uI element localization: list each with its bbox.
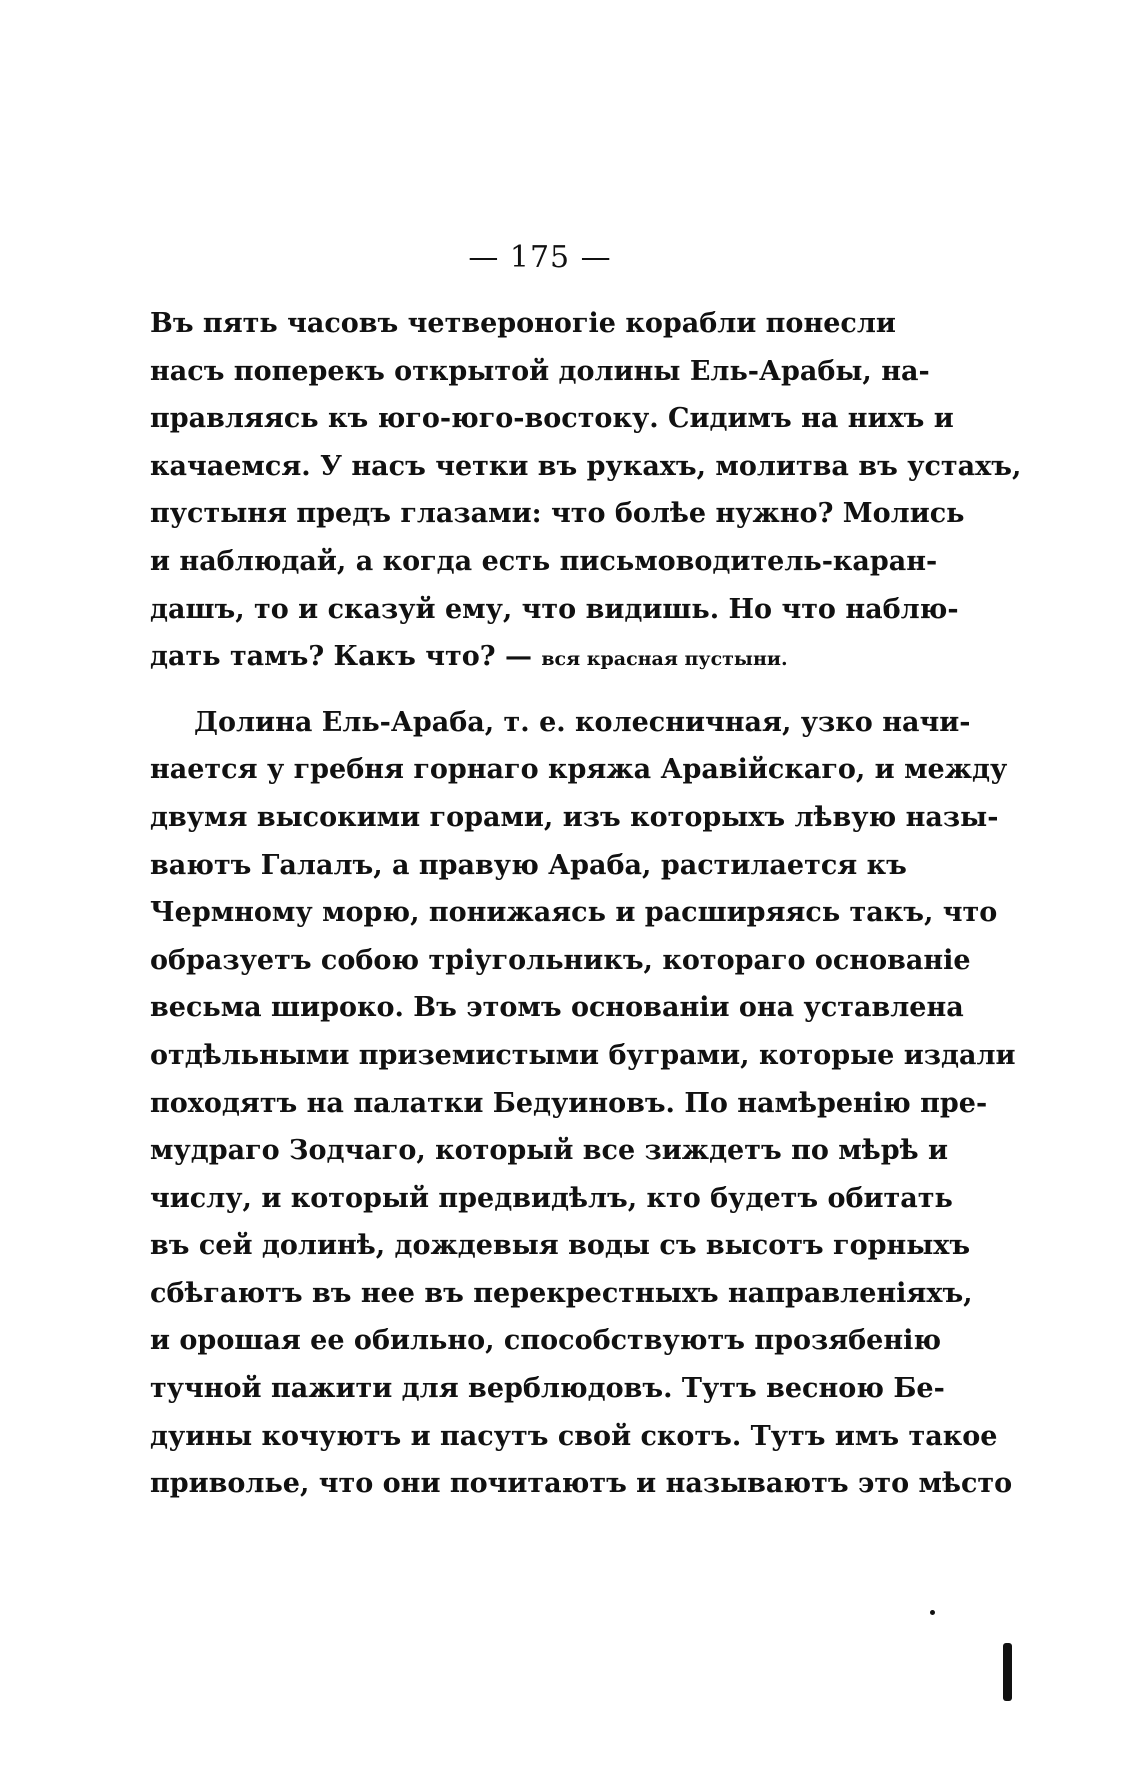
text-line: насъ поперекъ открытой долины Ель-Арабы, на- (150, 355, 930, 387)
text-line: пустыня предъ глазами: что болѣе нужно? Молись (150, 498, 965, 530)
text-line: походятъ на палатки Бедуиновъ. По намѣренію пре- (150, 1087, 988, 1119)
text-line: числу, и который предвидѣлъ, кто будетъ обитать (150, 1182, 953, 1214)
text-line: тучной пажити для верблюдовъ. Тутъ весною Бе- (150, 1373, 945, 1405)
text-line: въ сей долинѣ, дождевыя воды съ высотъ горныхъ (150, 1230, 971, 1262)
text-line: ваютъ Галалъ, а правую Араба, растилается къ (150, 849, 907, 881)
text-line: отдѣльными приземистыми буграми, которые издали (150, 1039, 1016, 1071)
text-line: мудраго Зодчаго, который все зиждетъ по мѣрѣ и (150, 1135, 948, 1167)
text-line: весьма широко. Въ этомъ основаніи она уставлена (150, 992, 964, 1024)
text-line: Въ пять часовъ четвероногіе корабли понесли (150, 308, 896, 339)
text-line: Чермному морю, понижаясь и расширяясь такъ, что (150, 897, 998, 929)
text-line: Долина Ель-Араба, т. е. колесничная, узко начи- (194, 706, 971, 738)
text-line: сбѣгаютъ въ нее въ перекрестныхъ направленіяхъ, (150, 1277, 973, 1309)
text-line: правляясь къ юго-юго-востоку. Сидимъ на нихъ и (150, 403, 954, 435)
text-line: приволье, что они почитаютъ и называютъ это мѣсто (150, 1468, 1013, 1500)
text-line: и орошая ее обильно, способствуютъ прозябенію (150, 1325, 942, 1357)
text-line: дашъ, то и сказуй ему, что видишь. Но что наблю- (150, 593, 959, 625)
text-line: дуины кочуютъ и пасутъ свой скотъ. Тутъ имъ такое (150, 1420, 998, 1452)
text-block (150, 300, 1022, 1508)
page-number: — 175 — (468, 240, 612, 275)
text-line (150, 633, 840, 681)
text-span: дать тамъ? Какъ что? — (150, 641, 542, 673)
paragraph-gap (150, 681, 840, 699)
small-text-span: вся красная пустыни. (541, 648, 788, 671)
text-line: и наблюдай, а когда есть письмоводитель-каран- (150, 545, 938, 577)
ink-dot-mark (930, 1610, 935, 1615)
text-line: нается у гребня горнаго кряжа Аравійскаго, и между (150, 754, 1008, 786)
text-line: образуетъ собою тріугольникъ, котораго основаніе (150, 944, 971, 976)
ink-bar-mark (1003, 1643, 1012, 1701)
text-line: качаемся. У насъ четки въ рукахъ, молитва въ устахъ, (150, 450, 1022, 482)
text-line: двумя высокими горами, изъ которыхъ лѣвую назы- (150, 801, 999, 833)
